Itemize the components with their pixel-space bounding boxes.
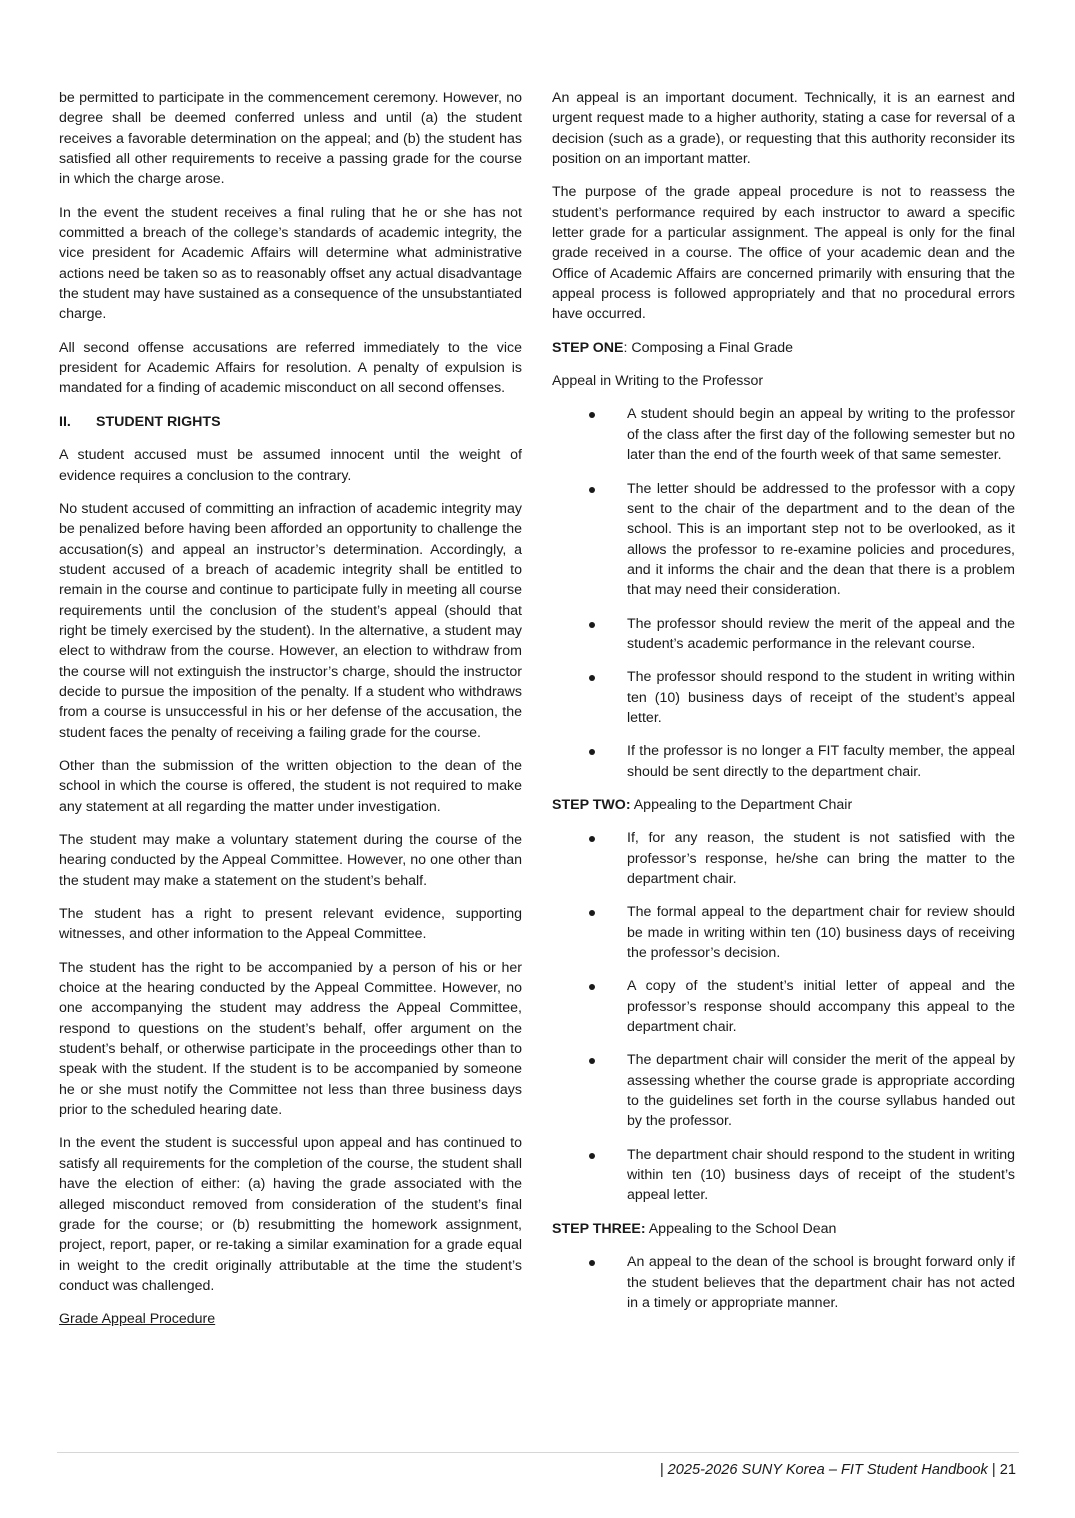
step-two-label: STEP TWO: (552, 796, 631, 813)
step-three-list (552, 1252, 1015, 1313)
page-footer (660, 1460, 1016, 1480)
step-one-title: : Composing a Final Grade (623, 339, 794, 356)
list-item-text: The professor should respond to the student in writing within ten (10) business days of receipt of the student’s appeal letter. (627, 669, 1015, 726)
paragraph: No student accused of committing an infraction of academic integrity may be penalized before having been afforded an opportunity to challenge the accusation(s) and appeal an instructor’s determination. Accordingly, a student accused of a breach of academic integrity shall be entitled to remain in the course and continue to participate fully in meeting all course requirements until the conclusion of the student’s appeal (should that right be timely exercised by the student). In the alternative, a student may elect to withdraw from the course. However, an election to withdraw from the course will not extinguish the instructor’s charge, should the instructor decide to pursue the imposition of the penalty. If a student who withdraws from a course is unsuccessful in his or her defense of the accusation, the student faces the penalty of receiving a failing grade for the course. (59, 500, 522, 741)
footer-title: | 2025-2026 SUNY Korea – FIT Student Handbook (659, 1462, 988, 1478)
bullet-icon (589, 487, 595, 493)
step-two-list (552, 828, 1015, 1206)
section-heading (59, 412, 522, 432)
bullet-icon (589, 1260, 595, 1266)
list-item (552, 741, 1015, 782)
step-three-label: STEP THREE: (552, 1220, 646, 1237)
list-item (552, 1252, 1015, 1313)
list-item (552, 404, 1015, 465)
paragraph: An appeal is an important document. Technically, it is an earnest and urgent request made to a higher authority, stating a case for reversal of a decision (such as a grade), or requesting that this authority reconsider its position on an important matter. (552, 90, 1015, 168)
bullet-icon (589, 622, 595, 628)
list-item (552, 1145, 1015, 1206)
step-one-list (552, 404, 1015, 782)
step-two-title: Appealing to the Department Chair (630, 796, 853, 813)
footer-separator: | (991, 1462, 996, 1478)
list-item-text: The letter should be addressed to the professor with a copy sent to the chair of the department and to the dean of the school. This is an important step not to be overlooked, as it allows the professor to re-examine policies and procedures, and it informs the chair and the dean that there is a problem that may need their consideration. (627, 480, 1015, 599)
list-item (552, 667, 1015, 728)
right-column (552, 88, 1015, 1326)
list-item (552, 1050, 1015, 1131)
grade-appeal-procedure-link[interactable]: Grade Appeal Procedure (59, 1311, 216, 1328)
list-item (552, 828, 1015, 889)
bullet-icon (589, 412, 595, 418)
list-item-text: A copy of the student’s initial letter of appeal and the professor’s response should accompany this appeal to the department chair. (627, 978, 1015, 1036)
list-item (552, 902, 1015, 963)
list-item-text: If the professor is no longer a FIT faculty member, the appeal should be sent directly to the department chair. (627, 743, 1015, 780)
list-item-text: If, for any reason, the student is not satisfied with the professor’s response, he/she can bring the matter to the department chair. (627, 830, 1015, 887)
step-two-heading (552, 795, 1015, 815)
paragraph: In the event the student receives a final ruling that he or she has not committed a breach of the college’s standards of academic integrity, the vice president for Academic Affairs will determine what administrative actions need be taken so as to reasonably offset any actual disadvantage the student may have sustained as a consequence of the unsubstantiated charge. (59, 204, 522, 323)
paragraph: The purpose of the grade appeal procedure is not to reassess the student’s performance required by each instructor to award a specific letter grade for a particular assignment. The appeal is only for the final grade received in a course. The office of your academic dean and the Office of Academic Affairs are concerned primarily with ensuring that the appeal process is followed appropriately and that no procedural errors have occurred. (552, 184, 1015, 323)
paragraph: The student may make a voluntary statement during the course of the hearing conducted by the Appeal Committee. However, no one other than the student may make a statement on the student’s behalf. (59, 832, 522, 889)
bullet-icon (589, 1058, 595, 1064)
bullet-icon (589, 836, 595, 842)
list-item (552, 976, 1015, 1037)
list-item (552, 479, 1015, 601)
bullet-icon (589, 984, 595, 990)
bullet-icon (589, 675, 595, 681)
paragraph: A student accused must be assumed innocent until the weight of evidence requires a conclusion to the contrary. (59, 447, 522, 484)
left-column (59, 88, 522, 1330)
paragraph: The student has the right to be accompanied by a person of his or her choice at the hearing conducted by the Appeal Committee. However, no one accompanying the student may address the Appeal Committee, respond to questions on the student’s behalf, offer argument on the student’s behalf, or otherwise participate in the proceedings other than to speak with the student. If the student is to be accompanied by someone he or she must notify the Committee not less than three business days prior to the scheduled hearing date. (59, 959, 522, 1119)
step-one-subheading: Appeal in Writing to the Professor (552, 373, 764, 390)
paragraph: Other than the submission of the written objection to the dean of the school in which the course is offered, the student is not required to make any statement at all regarding the matter under investigation. (59, 757, 522, 815)
list-item-text: A student should begin an appeal by writing to the professor of the class after the first day of the following semester but no later than the end of the fourth week of that same semester. (627, 406, 1015, 464)
list-item-text: The department chair should respond to the student in writing within ten (10) business days of receipt of the student’s appeal letter. (627, 1146, 1015, 1204)
section-number: II. (59, 413, 71, 430)
section-title: STUDENT RIGHTS (96, 413, 221, 430)
step-one-label: STEP ONE (552, 339, 624, 356)
step-three-title: Appealing to the School Dean (645, 1220, 837, 1237)
paragraph: be permitted to participate in the commencement ceremony. However, no degree shall be deemed conferred unless and until (a) the student receives a favorable determination on the appeal; and (b) the student has satisfied all other requirements to receive a passing grade for the course in which the charge arose. (59, 90, 522, 188)
step-one-heading (552, 338, 1015, 358)
list-item-text: The department chair will consider the merit of the appeal by assessing whether the course grade is appropriate according to the guidelines set forth in the course syllabus handed out by the professor. (627, 1052, 1015, 1130)
step-three-heading (552, 1219, 1015, 1239)
list-item (552, 614, 1015, 655)
bullet-icon (589, 749, 595, 755)
bullet-icon (589, 910, 595, 916)
list-item-text: An appeal to the dean of the school is brought forward only if the student believes that the department chair has not acted in a timely or appropriate manner. (627, 1254, 1015, 1311)
paragraph: The student has a right to present relevant evidence, supporting witnesses, and other information to the Appeal Committee. (59, 906, 522, 943)
bullet-icon (589, 1153, 595, 1159)
paragraph: All second offense accusations are referred immediately to the vice president for Academic Affairs for resolution. A penalty of expulsion is mandated for a finding of academic misconduct on all second offenses. (59, 339, 522, 397)
list-item-text: The formal appeal to the department chair for review should be made in writing within ten (10) business days of receiving the professor’s decision. (627, 904, 1015, 962)
footer-divider (57, 1452, 1019, 1453)
page-number: 21 (999, 1462, 1016, 1478)
paragraph: In the event the student is successful upon appeal and has continued to satisfy all requirements for the completion of the course, the student shall have the election of either: (a) having the grade associated with the alleged misconduct removed from consideration of the student’s final grade for the course; or (b) resubmitting the homework assignment, project, report, paper, or re-taking a similar examination for a grade equal in weight to the credit originally attributable at the time the student’s conduct was challenged. (59, 1135, 522, 1294)
list-item-text: The professor should review the merit of the appeal and the student’s academic performance in the relevant course. (627, 615, 1015, 652)
